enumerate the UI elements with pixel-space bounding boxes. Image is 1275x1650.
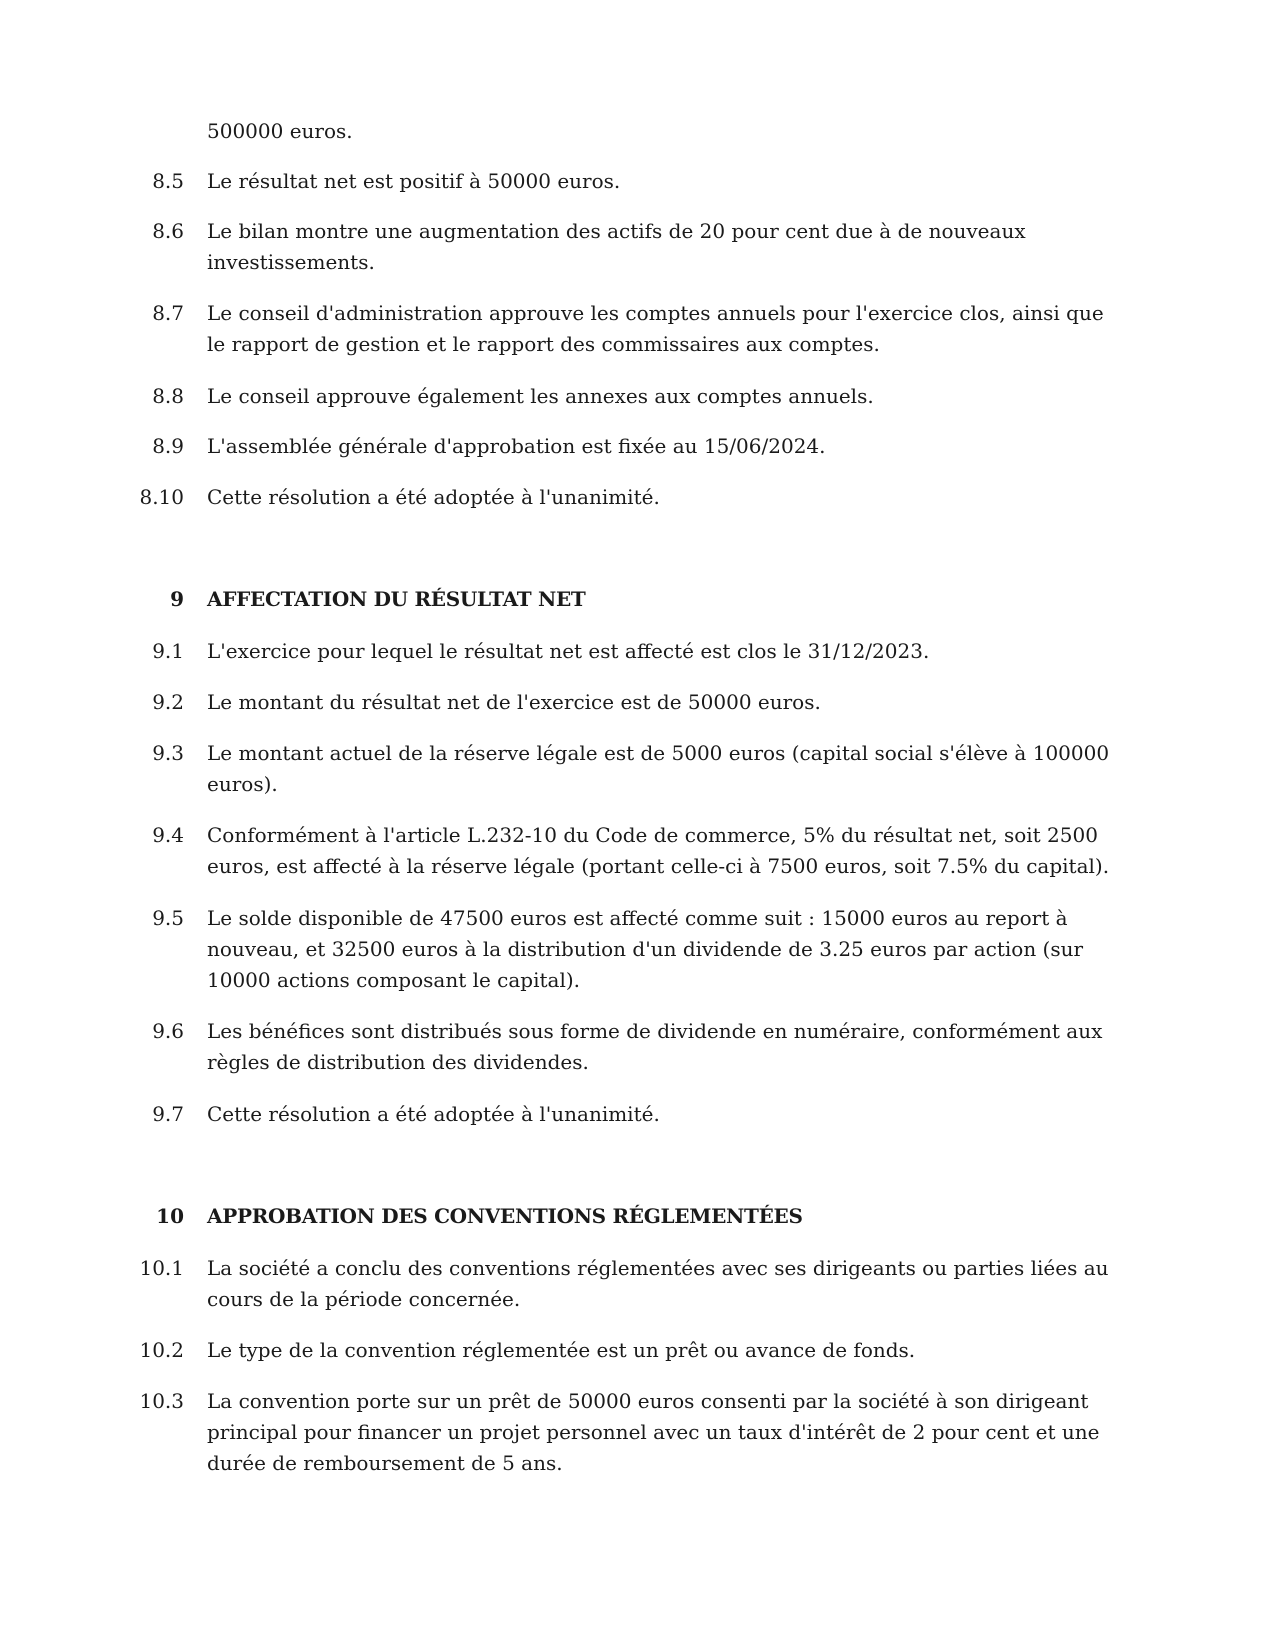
- item-number: 9.1: [152, 639, 184, 663]
- item-number: 8.7: [152, 301, 184, 325]
- item-text: L'assemblée générale d'approbation est fixée au 15/06/2024.: [207, 434, 826, 458]
- item-number: 9.5: [152, 906, 184, 930]
- item-text: Le conseil d'administration approuve les comptes annuels pour l'exercice clos, ainsi que le rapport de gestion et le rapport des commissaires aux comptes.: [207, 301, 1104, 356]
- item-number: 8.5: [152, 169, 184, 193]
- item-number: 10.2: [139, 1338, 184, 1362]
- item-text: La convention porte sur un prêt de 50000 euros consenti par la société à son dirigeant principal pour financer un projet personnel avec un taux d'intérêt de 2 pour cent et une durée de remboursement de 5 ans.: [207, 1389, 1100, 1475]
- item-text: Les bénéfices sont distribués sous forme de dividende en numéraire, conformément aux règles de distribution des dividendes.: [207, 1019, 1103, 1074]
- item-number: 10.3: [139, 1389, 184, 1413]
- item-text: La société a conclu des conventions réglementées avec ses dirigeants ou parties liées au cours de la période concernée.: [207, 1256, 1109, 1311]
- item-number: 8.8: [152, 384, 184, 408]
- item-number: 9.2: [152, 690, 184, 714]
- item-number: 8.9: [152, 434, 184, 458]
- item-number: 8.10: [139, 485, 184, 509]
- item-number: 9.6: [152, 1019, 184, 1043]
- section-title: APPROBATION DES CONVENTIONS RÉGLEMENTÉES: [207, 1204, 803, 1228]
- item-text: Le montant du résultat net de l'exercice est de 50000 euros.: [207, 690, 821, 714]
- item-text: L'exercice pour lequel le résultat net est affecté est clos le 31/12/2023.: [207, 639, 930, 663]
- item-number: 10.1: [139, 1256, 184, 1280]
- item-text: Le conseil approuve également les annexes aux comptes annuels.: [207, 384, 874, 408]
- paragraph-text: 500000 euros.: [207, 119, 353, 143]
- item-text: Conformément à l'article L.232-10 du Code de commerce, 5% du résultat net, soit 2500 euros, est affecté à la réserve légale (portant celle-ci à 7500 euros, soit 7.5% du capital).: [207, 823, 1110, 878]
- item-number: 9.3: [152, 741, 184, 765]
- item-text: Le résultat net est positif à 50000 euros.: [207, 169, 621, 193]
- section-title: AFFECTATION DU RÉSULTAT NET: [207, 587, 586, 611]
- section-number: 10: [156, 1204, 184, 1228]
- item-number: 9.7: [152, 1102, 184, 1126]
- item-number: 9.4: [152, 823, 184, 847]
- item-text: Le solde disponible de 47500 euros est affecté comme suit : 15000 euros au report à nouveau, et 32500 euros à la distribution d'un dividende de 3.25 euros par action (sur 10000 actions composant le capital).: [207, 906, 1084, 992]
- item-text: Cette résolution a été adoptée à l'unanimité.: [207, 1102, 660, 1126]
- item-text: Le type de la convention réglementée est un prêt ou avance de fonds.: [207, 1338, 916, 1362]
- item-text: Le bilan montre une augmentation des actifs de 20 pour cent due à de nouveaux investissements.: [207, 219, 1026, 274]
- section-number: 9: [170, 587, 184, 611]
- item-text: Cette résolution a été adoptée à l'unanimité.: [207, 485, 660, 509]
- item-number: 8.6: [152, 219, 184, 243]
- item-text: Le montant actuel de la réserve légale est de 5000 euros (capital social s'élève à 100000 euros).: [207, 741, 1110, 796]
